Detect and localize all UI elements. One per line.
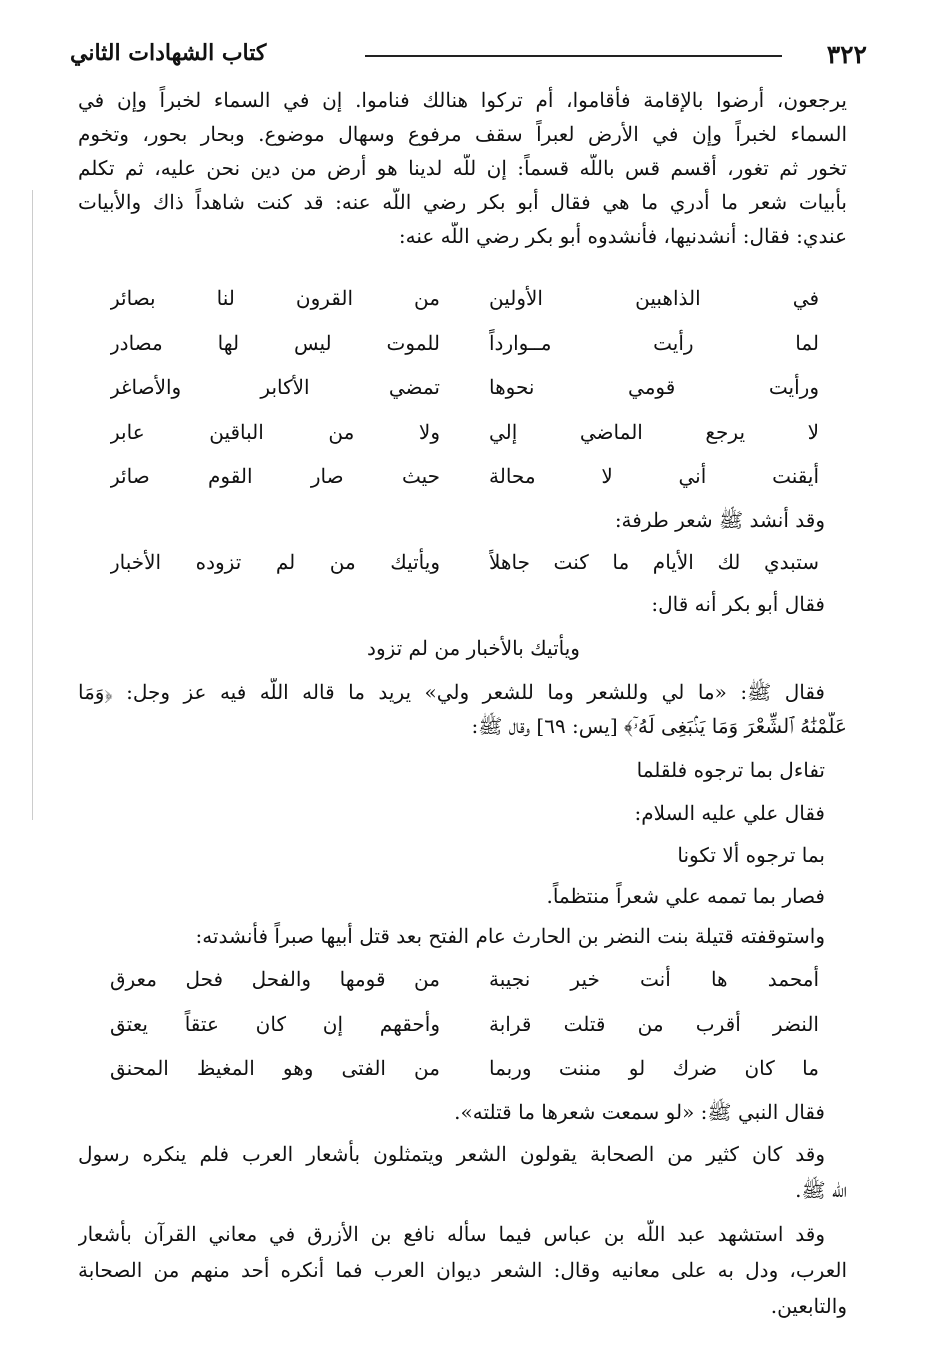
short-line: تفاءل بما ترجوه فلقلما — [636, 758, 825, 782]
companions-line: وقد كان كثير من الصحابة يقولون الشعر ويتمثلون بأشعار العرب فلم ينكره رسول — [78, 1142, 825, 1166]
poem1-hemistich-second: ولا من الباقين عابر — [110, 420, 440, 444]
ibnabbas-line: العرب، ودل به على معانيه وقال: الشعر ديوان العرب فما أنكره أحد منهم من الصحابة — [78, 1258, 847, 1282]
poem1-hemistich-second: تمضي الأكابر والأصاغر — [110, 375, 440, 399]
para1-line: يرجعون، أرضوا بالإقامة فأقاموا، أم تركوا هنالك فناموا. إن في السماء لخبراً وإن في — [78, 88, 847, 112]
poem2-hemistich-first: أمحمد ها أنت خير نجيبة — [489, 967, 819, 991]
prophet-said-line: عَلَّمْنَٰهُ ٱلشِّعْرَ وَمَا يَنۢبَغِى لَهُۥٓ﴾ [يس: ٦٩] وقال ﷺ: — [471, 714, 847, 738]
abubakr-said: فقال أبو بكر أنه قال: — [651, 592, 825, 616]
poem2-hemistich-second: من قومها والفحل فحل معرق — [110, 967, 440, 991]
poem1-hemistich-first: لما رأيت مــوارداً — [489, 331, 819, 355]
poem2-hemistich-first: ما كان ضرك لو مننت وربما — [489, 1056, 819, 1080]
running-title: كتاب الشهادات الثاني — [70, 40, 267, 66]
poem2-hemistich-second: من الفتى وهو المغيظ المحنق — [110, 1056, 440, 1080]
page-number: ٣٢٢ — [826, 40, 867, 69]
abubakr-verse: ويأتيك بالأخبار من لم تزود — [367, 636, 580, 660]
short-line: فقال علي عليه السلام: — [634, 801, 825, 825]
para1-line: تخور ثم تغور، أقسم قس باللّه قسماً: إن للّه لدينا هو أرض من دين نحن عليه، ثم تكلم — [78, 156, 847, 180]
poem1-hemistich-second: حيث صار القوم صائر — [110, 464, 440, 488]
tarafa-intro: وقد أنشد ﷺ شعر طرفة: — [614, 508, 825, 532]
tarafa-hemistich-first: ستبدي لك الأيام ما كنت جاهلاً — [489, 550, 819, 574]
poem1-hemistich-first: لا يرجع الماضي إلي — [489, 420, 819, 444]
qutayla-intro: واستوقفته قتيلة بنت النضر بن الحارث عام الفتح بعد قتل أبيها صبراً فأنشدته: — [195, 924, 825, 948]
margin-line — [32, 190, 33, 820]
tarafa-hemistich-second: ويأتيك من لم تزوده الأخبار — [110, 550, 440, 574]
poem1-hemistich-first: ورأيت قومي نحوها — [489, 375, 819, 399]
poem1-hemistich-first: أيقنت أني لا محالة — [489, 464, 819, 488]
poem1-hemistich-second: للموت ليس لها مصادر — [110, 331, 440, 355]
companions-line: اللّه ﷺ. — [795, 1178, 847, 1202]
ibnabbas-line: وقد استشهد عبد اللّه بن عباس فيما سأله نافع بن الأزرق في معاني القرآن بأشعار — [78, 1222, 825, 1246]
short-line: بما ترجوه ألا تكونا — [677, 843, 825, 867]
header-rule — [365, 55, 782, 57]
poem1-hemistich-first: في الذاهبين الأولين — [489, 286, 819, 310]
poem2-hemistich-first: النضر أقرب من قتلت قرابة — [489, 1012, 819, 1036]
short-line: فصار بما تممه علي شعراً منتظماً. — [546, 884, 825, 908]
prophet-said-line: فقال ﷺ: «ما لي وللشعر وما للشعر ولي» يريد ما قاله اللّه فيه عز وجل: ﴿وَمَا — [78, 680, 825, 704]
ibnabbas-line: والتابعين. — [770, 1294, 847, 1318]
page-header — [70, 38, 867, 74]
poem1-hemistich-second: من القرون لنا بصائر — [110, 286, 440, 310]
prophet-reply: فقال النبي ﷺ: «لو سمعت شعرها ما قتلته». — [454, 1100, 825, 1124]
poem2-hemistich-second: وأحقهم إن كان عتقاً يعتق — [110, 1012, 440, 1036]
para1-line: بأبيات شعر ما أدري ما هي فقال أبو بكر رضي اللّه عنه: قد كنت شاهداً ذاك والأبيات — [78, 190, 847, 214]
para1-line: السماء لخبراً وإن في الأرض لعبراً سقف مرفوع وسهال موضوع. وبحار بحور، وتخوم — [78, 122, 847, 146]
para1-line: عندي: فقال: أنشدنيها، فأنشدوه أبو بكر رضي اللّه عنه: — [398, 224, 847, 248]
